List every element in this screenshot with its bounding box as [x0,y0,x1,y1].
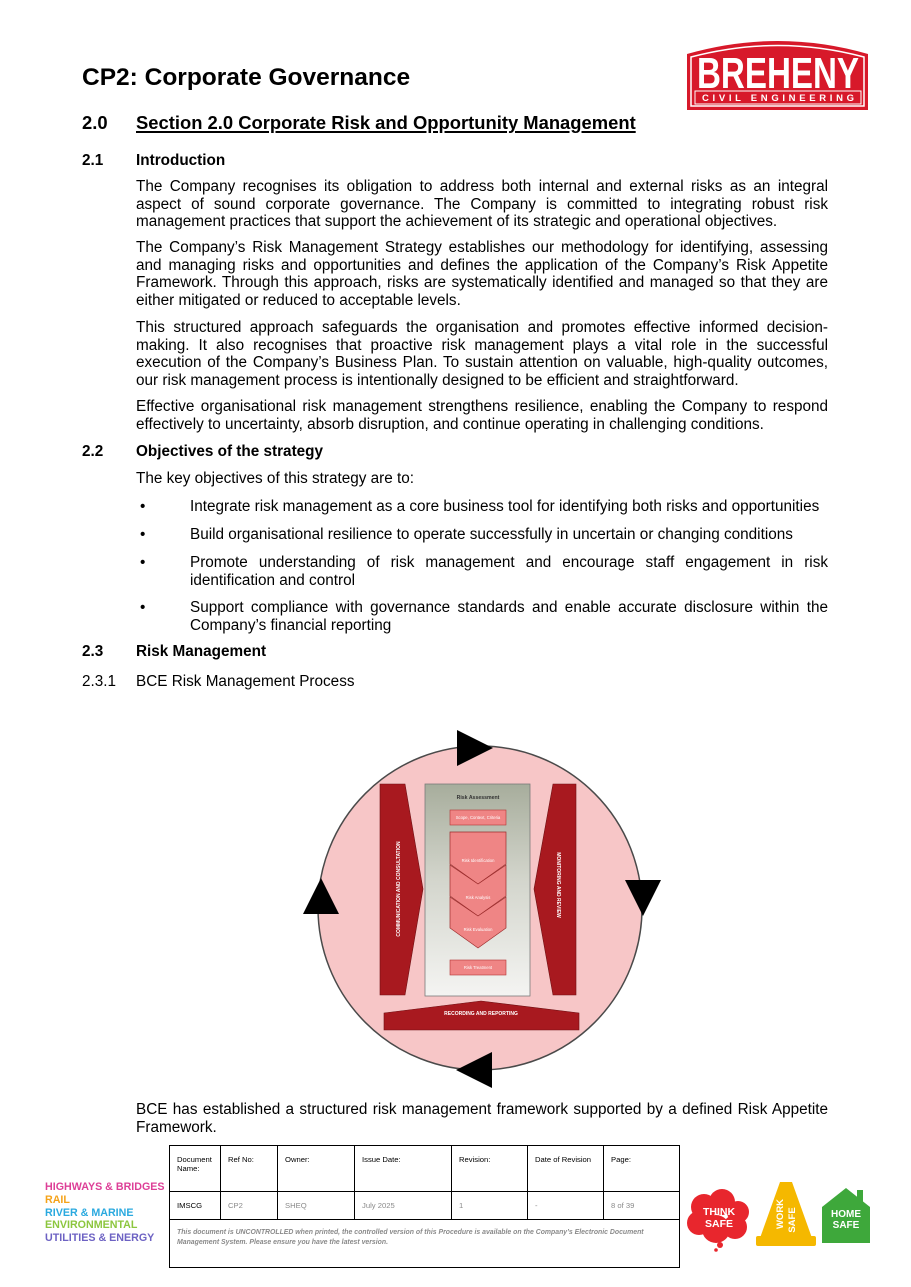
monitoring-review-label: MONITORING AND REVIEW [555,852,561,918]
heading-number: 2.2 [82,443,104,460]
paragraph: The Company’s Risk Management Strategy establishes our methodology for identifying, assessing and managing risks and opportunities and defines the application of the Company’s Risk Appetite Framework. Through this approach, risks are systematically identified and managed so that they are either mitigated or reduced to acceptable levels. [136,239,828,309]
introduction-heading [82,152,225,170]
objective-text: Integrate risk management as a core business tool for identifying both risks and opportunities [190,498,820,515]
objective-item [136,526,828,544]
think-safe-line2: SAFE [704,1218,734,1230]
header-date-of-revision: Date of Revision [528,1146,604,1192]
header-page: Page: [604,1146,680,1192]
home-safe-line2: SAFE [832,1220,860,1231]
objective-item [136,498,828,516]
sector-utilities-energy: UTILITIES & ENERGY [45,1232,155,1244]
home-safe-line1: HOME [831,1209,861,1220]
paragraph: This structured approach safeguards the organisation and promotes effective informed decision-making. It also recognises that proactive risk management plays a vital role in the successful execution of the Company’s Business Plan. To sustain attention on valuable, high-quality outcomes, our risk management process is intentionally designed to be efficient and straightforward. [136,319,828,389]
home-safe-badge [822,1188,870,1243]
value-issue-date: July 2025 [355,1192,452,1220]
sector-rail: RAIL [45,1193,70,1206]
logo-tagline: CIVIL ENGINEERING [702,93,854,104]
risk-process-diagram [290,720,680,1100]
risk-process-subheading [82,673,355,691]
table-value-row [170,1192,680,1220]
section-heading [82,112,636,133]
header-ref-no: Ref No: [221,1146,278,1192]
header-issue-date: Issue Date: [355,1146,452,1192]
heading-number: 2.1 [82,152,104,169]
step-risk-identification-label: Risk Identification [461,858,495,863]
objective-text: Support compliance with governance standards and enable accurate disclosure within the Company’s financial reporting [190,599,828,634]
recording-reporting-label: RECORDING AND REPORTING [444,1011,518,1017]
breheny-logo [686,38,870,112]
paragraph: BCE has established a structured risk management framework supported by a defined Risk Appetite Framework. [136,1101,828,1136]
heading-title: Introduction [136,152,226,169]
work-safe-line2: SAFE [787,1207,798,1233]
paragraph: Effective organisational risk management strengthens resilience, enabling the Company to respond effectively to uncertainty, absorb disruption, and continue operating in challenging conditions. [136,398,828,433]
objective-item [136,554,828,589]
objective-text: Promote understanding of risk management and encourage staff engagement in risk identification and control [190,554,828,589]
heading-title: Objectives of the strategy [136,443,324,460]
work-safe-badge [756,1182,816,1246]
objective-text: Build organisational resilience to operate successfully in uncertain or changing conditions [190,526,793,543]
logo-wordmark: BREHENY [697,49,859,98]
section-title: Section 2.0 Corporate Risk and Opportunity Management [136,112,636,133]
value-date-of-revision: - [528,1192,604,1220]
value-document-name: IMSCG [170,1192,221,1220]
document-control-table [169,1145,680,1268]
objectives-lead: The key objectives of this strategy are to: [136,470,415,487]
header-revision: Revision: [452,1146,528,1192]
objectives-heading [82,443,323,461]
bullet-marker: • [140,554,146,571]
safety-badges [684,1176,874,1254]
sector-river-marine: RIVER & MARINE [45,1206,134,1219]
sector-environmental: ENVIRONMENTAL [45,1219,138,1232]
subheading-number: 2.3.1 [82,673,117,690]
value-revision: 1 [452,1192,528,1220]
table-notice-row [170,1220,680,1268]
subheading-title: BCE Risk Management Process [136,673,355,690]
uncontrolled-notice: This document is UNCONTROLLED when printed, the controlled version of this Procedure is available on the Company’s Electronic Document Management System. Please ensure you have the latest version. [170,1220,680,1268]
sector-highways-bridges: HIGHWAYS & BRIDGES [45,1181,165,1193]
risk-assessment-title: Risk Assessment [456,795,500,801]
work-safe-line1: WORK [775,1198,786,1230]
step-scope-context-criteria-label: Scope, Context, Criteria [455,815,501,820]
step-risk-evaluation-label: Risk Evaluation [463,927,493,932]
value-ref-no: CP2 [221,1192,278,1220]
section-number: 2.0 [82,112,108,133]
bullet-marker: • [140,599,146,616]
think-safe-line1: THINK [702,1206,736,1218]
header-document-name: Document Name: [170,1146,221,1192]
bullet-marker: • [140,526,146,543]
value-page: 8 of 39 [604,1192,680,1220]
header-owner: Owner: [278,1146,355,1192]
page-title: CP2: Corporate Governance [82,64,411,91]
heading-number: 2.3 [82,643,104,660]
table-header-row [170,1146,680,1192]
bullet-marker: • [140,498,146,515]
traffic-cone-icon [756,1182,816,1246]
step-risk-treatment-label: Risk Treatment [463,965,493,970]
risk-management-heading [82,643,266,661]
paragraph: The Company recognises its obligation to address both internal and external risks as an integral aspect of sound corporate governance. The Company is committed to integrating robust risk management practices that support the achievement of its strategic and operational objectives. [136,178,828,230]
business-sectors [45,1181,165,1245]
objective-item [136,599,828,634]
think-safe-badge [687,1189,749,1252]
step-risk-analysis-label: Risk Analysis [465,895,491,900]
communication-consultation-label: COMMUNICATION AND CONSULTATION [396,841,402,937]
value-owner: SHEQ [278,1192,355,1220]
heading-title: Risk Management [136,643,267,660]
